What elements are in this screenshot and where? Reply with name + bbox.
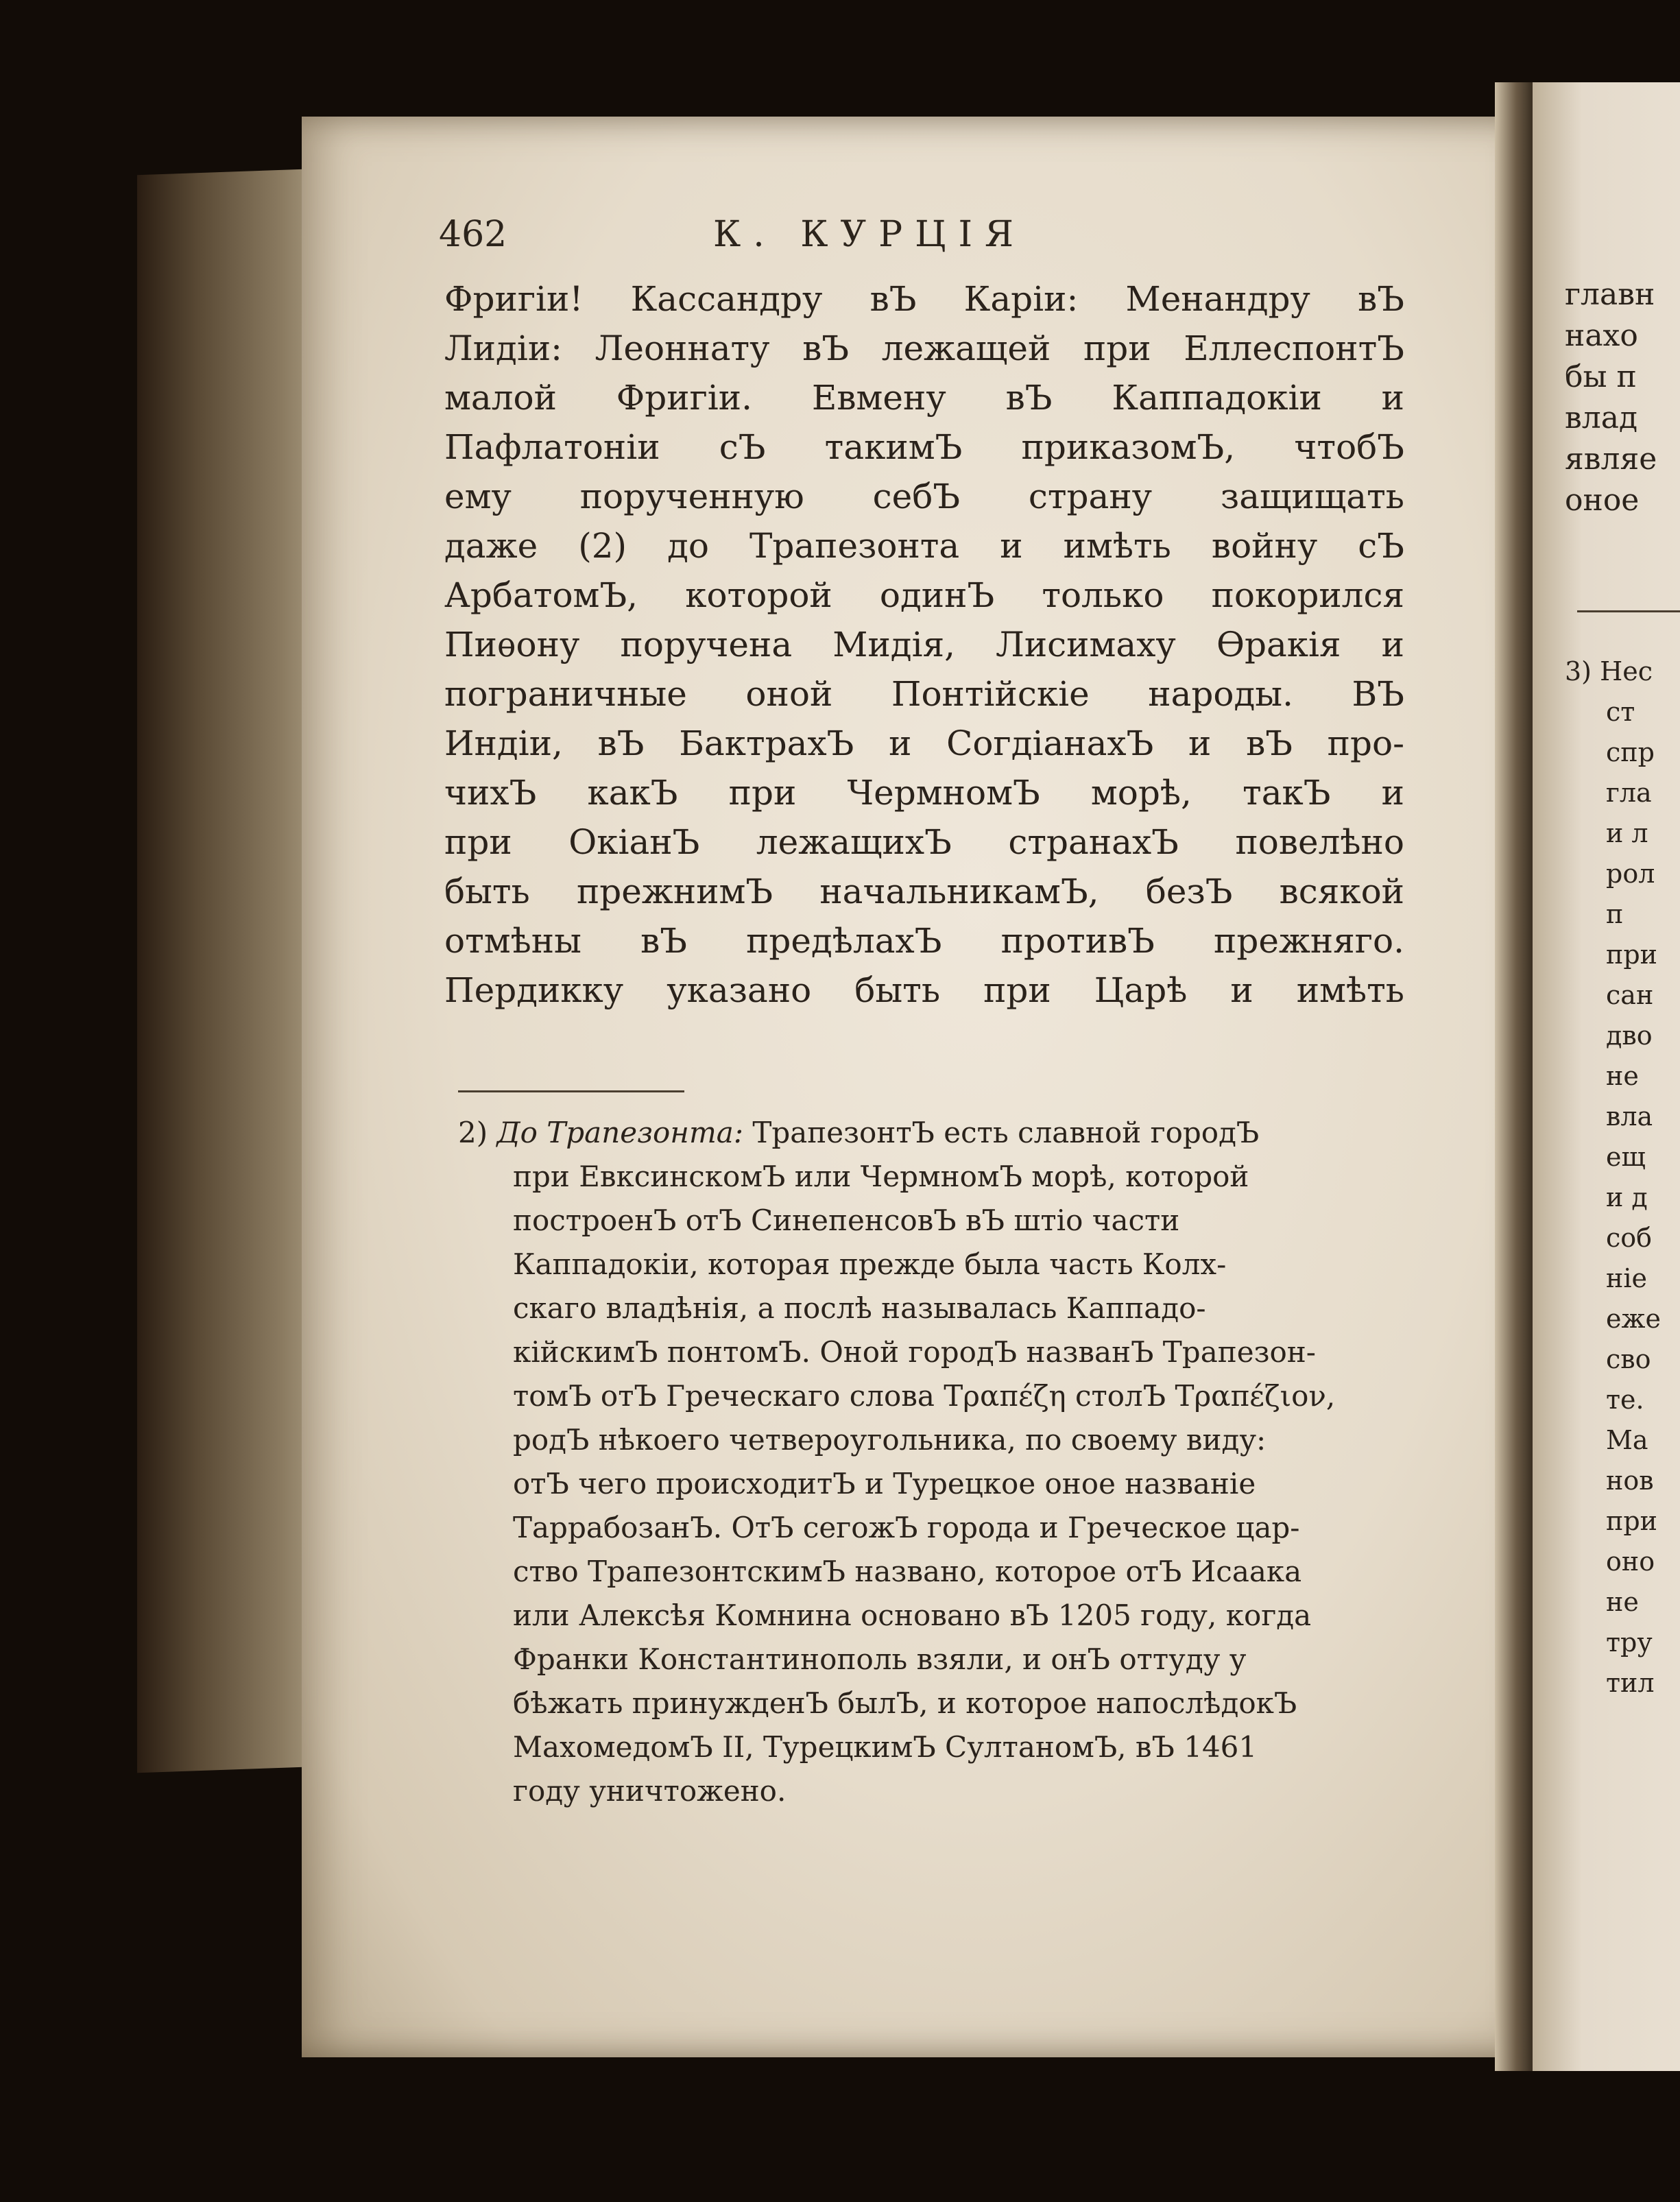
text-line: кійскимЪ понтомЪ. Оной городЪ названЪ Трапезон- bbox=[513, 1335, 1316, 1369]
right-footnote bbox=[1565, 651, 1680, 1703]
text-line: быть прежнимЪ начальникамЪ, безЪ всякой bbox=[444, 872, 1404, 911]
right-footnote-rule bbox=[1577, 610, 1680, 612]
text-line: малой Фригіи. Евмену вЪ Каппадокіи и bbox=[444, 378, 1404, 418]
text-line: даже (2) до Трапезонта и имѣть войну сЪ bbox=[444, 526, 1404, 566]
text-line: пограничные оной Понтійскіе народы. ВЪ bbox=[444, 674, 1404, 714]
text-line: тру bbox=[1606, 1627, 1653, 1658]
running-header bbox=[439, 214, 1419, 269]
text-line: п bbox=[1606, 899, 1624, 929]
running-title: К. КУРЦІЯ bbox=[713, 214, 1026, 255]
text-line: сво bbox=[1606, 1344, 1651, 1374]
text-line: родЪ нѣкоего четвероугольника, по своему виду: bbox=[513, 1423, 1267, 1457]
text-line: Фригіи! Кассандру вЪ Каріи: Менандру вЪ bbox=[444, 279, 1404, 319]
text-line: те. bbox=[1606, 1385, 1644, 1415]
text-line: вла bbox=[1606, 1101, 1653, 1132]
text-line: томЪ отЪ Греческаго слова Τραπέζη столЪ Τραπέζιον, bbox=[513, 1379, 1336, 1413]
text-line: МахомедомЪ II, ТурецкимЪ СултаномЪ, вЪ 1461 bbox=[513, 1730, 1258, 1764]
text-line: нов bbox=[1606, 1465, 1654, 1496]
page-number: 462 bbox=[439, 214, 507, 255]
text-line: построенЪ отЪ СинепенсовЪ вЪ штіо части bbox=[513, 1204, 1180, 1237]
text-line: бѣжать принужденЪ былЪ, и которое напослѣдокЪ bbox=[513, 1686, 1297, 1720]
text-line: не bbox=[1606, 1587, 1639, 1617]
text-line: оно bbox=[1606, 1546, 1655, 1577]
text-line: при ОкіанЪ лежащихЪ странахЪ повелѣно bbox=[444, 822, 1404, 862]
text-line: году уничтожено. bbox=[513, 1774, 787, 1808]
text-line: и л bbox=[1606, 818, 1648, 848]
text-line: Пердикку указано быть при Царѣ и имѣть bbox=[444, 970, 1404, 1010]
text-line: Индіи, вЪ БактрахЪ и СогдіанахЪ и вЪ про- bbox=[444, 723, 1404, 763]
text-line: еже bbox=[1606, 1304, 1661, 1334]
footnote-lines bbox=[458, 1155, 1397, 1813]
text-line: дво bbox=[1606, 1020, 1653, 1051]
footnote-first-line bbox=[458, 1111, 1397, 1155]
text-line: или Алексѣя Комнина основано вЪ 1205 году, когда bbox=[513, 1599, 1312, 1632]
text-line: ТаррабозанЪ. ОтЪ сегожЪ города и Греческое цар- bbox=[513, 1511, 1300, 1544]
text-line: являе bbox=[1565, 442, 1657, 477]
text-line: бы п bbox=[1565, 359, 1637, 394]
text-line: ніе bbox=[1606, 1263, 1647, 1293]
text-line: нахо bbox=[1565, 318, 1638, 353]
text-line: соб bbox=[1606, 1223, 1653, 1253]
text-line: ст bbox=[1606, 697, 1635, 727]
text-line: сан bbox=[1606, 980, 1654, 1010]
text-line: Каппадокіи, которая прежде была часть Колх- bbox=[513, 1247, 1227, 1281]
text-line: Лидіи: Леоннату вЪ лежащей при ЕллеспонтЪ bbox=[444, 328, 1404, 368]
text-line: скаго владѣнія, а послѣ называлась Каппадо- bbox=[513, 1291, 1206, 1325]
text-line: тил bbox=[1606, 1668, 1655, 1698]
text-line: Ма bbox=[1606, 1425, 1648, 1455]
text-line: Франки Константинополь взяли, и онЪ оттуду у bbox=[513, 1642, 1247, 1676]
text-line: при bbox=[1606, 940, 1657, 970]
right-page-text bbox=[1565, 274, 1680, 521]
text-line: отмѣны вЪ предѣлахЪ противЪ прежняго. bbox=[444, 921, 1404, 961]
text-line: и д bbox=[1606, 1182, 1648, 1212]
right-footnote-marker: 3) Нес bbox=[1565, 656, 1653, 686]
text-line: ство ТрапезонтскимЪ названо, которое отЪ Исаака bbox=[513, 1555, 1302, 1588]
text-line: Пафлатоніи сЪ такимЪ приказомЪ, чтобЪ bbox=[444, 427, 1404, 467]
text-line: ещ bbox=[1606, 1142, 1646, 1172]
text-line: гла bbox=[1606, 778, 1652, 808]
footnote-first-line-text: ТрапезонтЪ есть славной городЪ bbox=[752, 1116, 1260, 1149]
text-line: при ЕвксинскомЪ или ЧермномЪ морѣ, которой bbox=[513, 1160, 1249, 1193]
text-line: отЪ чего происходитЪ и Турецкое оное названіе bbox=[513, 1467, 1256, 1500]
text-line: рол bbox=[1606, 859, 1655, 889]
text-line: АрбатомЪ, которой одинЪ только покорился bbox=[444, 575, 1404, 615]
footnote-rule bbox=[458, 1090, 684, 1092]
text-line: спр bbox=[1606, 737, 1655, 767]
main-text-block bbox=[444, 274, 1404, 1015]
text-line: Пиѳону поручена Мидія, Лисимаху Ѳракія и bbox=[444, 625, 1404, 665]
text-line: не bbox=[1606, 1061, 1639, 1091]
footnote-block bbox=[458, 1111, 1397, 1813]
text-line: влад bbox=[1565, 400, 1638, 435]
footnote-marker: 2) bbox=[458, 1116, 488, 1149]
text-line: при bbox=[1606, 1506, 1657, 1536]
text-line: ему порученную себЪ страну защищать bbox=[444, 477, 1404, 516]
footnote-lemma: До Трапезонта: bbox=[496, 1116, 743, 1149]
text-line: чихЪ какЪ при ЧермномЪ морѣ, такЪ и bbox=[444, 773, 1404, 813]
text-line: главн bbox=[1565, 277, 1655, 312]
right-footnote-lines bbox=[1565, 692, 1680, 1703]
text-line: оное bbox=[1565, 483, 1640, 518]
